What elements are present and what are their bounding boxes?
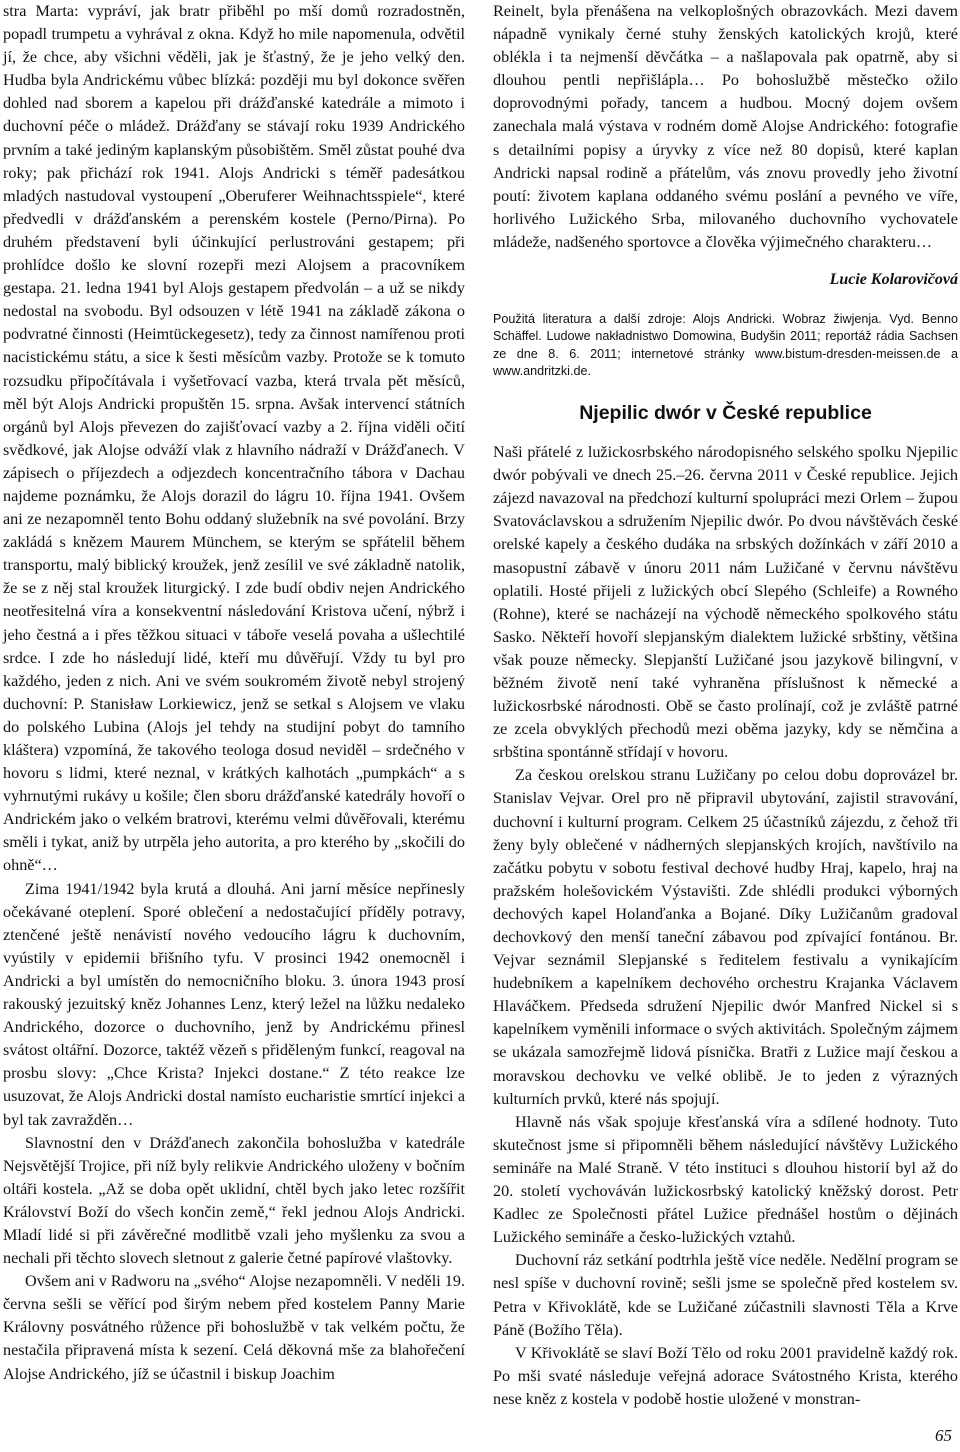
left-column [3, 0, 465, 1386]
article-paragraph: stra Marta: vypráví, jak bratr přiběhl po mší domů rozradostněn, popadl trumpetu a vyhrával z okna. Když ho mile napomenula, odvětil jí, že chce, aby všichni věděli, jak je šťastný, že je jeho velký den. Hudba byla Andrickému vůbec blízká: později mu byl dokonce svěřen dohled nad sborem a kapelou při drážďanské katedrále a mimoto i duchovní péče o mládež. Drážďany se stávají roku 1939 Andrického prvním a také jediným kaplanským působištěm. Směl zůstat pouhé dva roky; pak přichází rok 1941. Alojs Andricki s téměř padesátkou mladých nastudoval vystoupení „Oberuferer Weihnachtsspiele“, které předvedli v drážďanském a perenském kostele (Perno/Pirna). Po druhém představení byli účinkující perlustrováni gestapem; při prohlídce došlo ke slovní rozepři mezi Alojsem a pracovníkem gestapa. 21. ledna 1941 byl Alojs gestapem předvolán – a už se nikdy nedostal na svobodu. Byl odsouzen v létě 1941 na základě zákona o podvratné činnosti (Heimtückegesetz), tedy za činnost namířenou proti nacistickému státu, a sice k šesti měsícům vazby. Protože se k tomuto rozsudku připočítávala i vyšetřovací vazba, která trvala pět měsíců, měl být Alojs Andricki propuštěn 15. srpna. Avšak intervencí státních orgánů byl Alojs převezen do zajišťovací vazby a 2. října viděli očití svědkové, jak Alojse odváží vlak z hlavního nádraží v Drážďanech. V zápisech o příjezdech a odjezdech koncentračního tábora v Dachau najdeme poznámku, že Alojs dorazil do lágru 10. října 1941. Ovšem ani ze nezapomněl tento Bohu oddaný služebník na své povolání. Brzy zakládá s knězem Maurem Münchem, se kterým se spřátelil během transportu, malý biblický kroužek, jenž zesílil ve své základně natolik, že se z něj stal kroužek liturgický. I zde budí obdiv nejen Andrického neotřesitelná víra a konsekventní následování Kristova učení, nýbrž i jeho čestná a i přes těžkou situaci v táboře veselá povaha a ušlechtilé srdce. I zde ho následují lidé, kteří mu důvěřují. Vždy tu byl pro každého, jeden z nich. Ani ve svém soukromém životě nebyl strojený duchovní: P. Stanisław Lorkiewicz, jenž se setkal s Alojsem ve vlaku do polského Lubina (Alojs jel tehdy na studijní pobyt do tamního kláštera) vzpomíná, že takového teologa dosud neviděl – srdečného v hovoru s lidmi, které neznal, v krátkých kalhotách „pumpkách“ a s vyhrnutými rukávy u košile; člen sboru drážďanské katedrály hovoří o Andrickém jako o velkém bratrovi, kterému velmi důvěřovali, kterému směli i tykat, aniž by utrpěla jeho autorita, a pro kterého by „skočili do ohně“… [3, 2, 465, 875]
article-paragraph: Naši přátelé z lužickosrbského národopisného selského spolku Njepilic dwór pobývali ve dnech 25.–26. června 2011 v České republice. Jejich zájezd navazoval na předchozí kulturní spolupráci mezi Orlem – župou Svatováclavskou a sdružením Njepilic dwór. Po dvou návštěvách české orelské kapely a českého dudáka na srbských dožínkách v září 2010 a masopustní zábavě v únoru 2011 nám Lužičané v červnu návštěvu oplatili. Hosté přijeli z lužických obcí Slepého (Schleife) a Rowného (Rohne), které se nacházejí na východě německého spolkového státu Sasko. Někteří hovoří slepjanským dialektem lužické srbštiny, většina však pouze německy. Slepjanští Lužičané jsou jazykově bilingvní, v běžném životě není také vyhraněna příslušnost k německé a lužickosrbské národnosti. Obě se často prolínají, což je zvláště patrné ze zcela obvyklých přechodů mezi oběma jazyky, kdy se němčina a srbština spontánně střídají v hovoru. [493, 443, 958, 762]
article-paragraph: Ovšem ani v Radworu na „svého“ Alojse nezapomněli. V neděli 19. června sešli se věřící pod širým nebem před kostelem Panny Marie Královny posvátného růžence při bohoslužbě v tak velkém počtu, že nestačila připravená místa k sezení. Celá děkovná mše za blahořečení Alojse Andrického, jíž se účastnil i biskup Joachim [3, 1272, 465, 1383]
page-number: 65 [935, 1426, 952, 1445]
article-paragraph: V Křivoklátě se slaví Boží Tělo od roku 2001 pravidelně každý rok. Po mši svaté následuje veřejná adorace Svátostného Krista, kterého nese kněz z kostela v podobě hostie uložené v monstran- [493, 1343, 958, 1408]
article-paragraph: Hlavně nás však spojuje křesťanská víra a sdílené hodnoty. Tuto skutečnost jsme si připomněli během následující návštěvy Lužického semináře na Malé Straně. V této instituci s dlouhou historií byl až do 20. století vychováván lužickosrbský katolický kněžský dorost. Petr Kadlec ze Společnosti přátel Lužice přednášel hostům o dějinách Lužického semináře a česko-lužických vztahů. [493, 1112, 958, 1247]
article-paragraph: Za českou orelskou stranu Lužičany po celou dobu doprovázel br. Stanislav Vejvar. Orel pro ně připravil ubytování, zajistil stravování, duchovní i kulturní program. Celkem 25 účastníků zájezdu, z čehož tři ženy byly oblečené v nádherných slepjanských krojích, navštívilo na začátku pobytu v sobotu festival dechové hudby Hraj, kapelo, hraj na pražském holešovickém Výstavišti. Zde shlédli produkci výborných dechových kapel Holanďanka a Bojané. Díky Lužičanům gradoval dechovkový den menší taneční zábavou pod zpívající fontánou. Br. Vejvar seznámil Slepjanské s ředitelem festivalu a vynikajícím hudebníkem a kapelníkem dechového orchestru Krajanka Václavem Hlaváčkem. Předseda sdružení Njepilic dwór Manfred Nickel si s kapelníkem vyměnili informace o svých aktivitách. Společným zájmem se ukázala samozřejmě lidová písnička. Bratři z Lužice mají českou a moravskou dechovku ve velké oblibě. Je to jeden z výrazných kulturních prvků, které nás spojují. [493, 766, 958, 1108]
article-paragraph: Reinelt, byla přenášena na velkoplošných obrazovkách. Mezi davem nápadně vynikaly černé stuhy ženských katolických krojů, které oblékla i ta nejmenší děvčátka – a našlapovala pak opatrně, aby si dlouhou pentli nepřišlápla… Po bohoslužbě městečko ožilo doprovodnými pořady, tancem a hudbou. Mocný dojem ovšem zanechala malá výstava v rodném domě Alojse Andrického: fotografie s detailními popisy a úryvky z více než 80 dopisů, které kaplan Andricki napsal rodině a přátelům, vás znovu provedly jeho životní poutí: životem kaplana oddaného svému poslání a pevného ve víře, horlivého Lužického Srba, milovaného duchovního vychovatele mládeže, nadšeného sportovce a člověka výjimečného charakteru… [493, 2, 958, 251]
article-paragraph: Duchovní ráz setkání podtrhla ještě více neděle. Nedělní program se nesl spíše v duchovní rovině; sešli jsme se společně před kostelem sv. Petra v Křivoklátě, kde se Lužičané zúčastnili slavnosti Těla a Krve Páně (Božího Těla). [493, 1251, 958, 1339]
article-paragraph: Zima 1941/1942 byla krutá a dlouhá. Ani jarní měsíce nepřinesly očekávané oteplení. Sporé oblečení a nedostačující příděly potravy, ztenčené ještě nenávistí nového vedoucího lágru k duchovním, vyústily v epidemii břišního tyfu. V prosinci 1942 onemocněl i Andricki a byl umístěn do nemocničního bloku. 3. února 1943 prosí rakouský jezuitský kněz Johannes Lenz, který ležel na lůžku nedaleko Andrického, dozorce o duchovního, jenž by Andrickému přinesl svátost oltářní. Dozorce, taktéž vězeň s přiděleným funkcí, reagoval na prosbu slovy: „Chce Krista? Injekci dostane.“ Z této reakce lze usuzovat, že Alojs Andricki dostal namísto eucharistie smrtící injekci a byl tak zavražděn… [3, 879, 465, 1129]
sources-note: Použitá literatura a další zdroje: Alojs Andricki. Wobraz žiwjenja. Vyd. Benno Schäffel. Ludowe nakładnistwo Domowina, Budyšin 2011; reportáž rádia Sachsen ze dne 8. 6. 2011; internetové stránky www.bistum-dresden-meissen.de a www.andritzki.de. [493, 312, 958, 378]
right-column [493, 0, 958, 1411]
article-heading: Njepilic dwór v České republice [579, 401, 872, 424]
article-author: Lucie Kolarovičová [829, 271, 958, 289]
article-paragraph: Slavnostní den v Drážďanech zakončila bohoslužba v katedrále Nejsvětější Trojice, při níž byly relikvie Andrického uloženy v bočním oltáři kostela. „Až se doba opět uklidní, chtěl bych jako letec rozšířit Království Boží do všech končin země,“ řekl jednou Alojs Andricki. Mladí lidé si při závěrečné modlitbě vzali jeho myšlenku za svou a nechali při těchto slovech sletnout z galerie četné papírové vlaštovky. [3, 1133, 465, 1268]
